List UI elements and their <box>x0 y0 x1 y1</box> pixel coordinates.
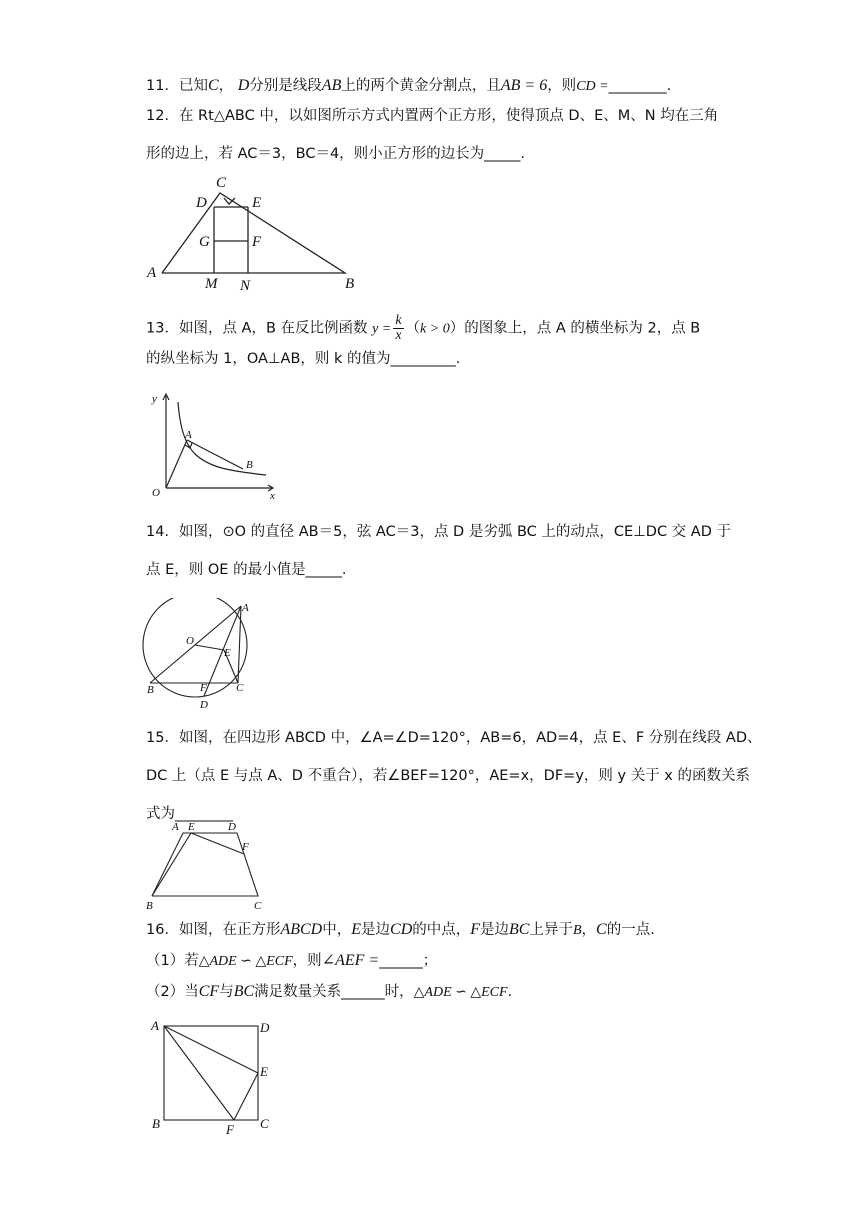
label-C: C <box>254 900 262 912</box>
label-C: C <box>260 1116 269 1131</box>
label-B: B <box>246 459 253 471</box>
label-A: A <box>242 602 249 614</box>
label-C: C <box>236 682 244 694</box>
question-16 <box>146 920 726 1003</box>
label-B: B <box>146 900 153 912</box>
label-D: D <box>200 699 208 711</box>
label-D: D <box>196 195 207 211</box>
label-O: O <box>152 487 160 499</box>
label-A: A <box>172 821 179 833</box>
label-B: B <box>147 684 154 696</box>
label-E: E <box>260 1064 268 1079</box>
question-15: 15．如图，在四边形 ABCD 中，∠A=∠D=120°，AB=6，AD=4，点 E、F 分别在线段 AD、 DC 上（点 E 与点 A、D 不重合），若∠BEF=120°，AE=x，DF=y，则 y 关于 x 的函数关系 式为________ <box>146 730 762 822</box>
answer-blank[interactable]: ________ <box>608 78 667 94</box>
label-E: E <box>188 821 195 833</box>
question-14: 14．如图，⊙O 的直径 AB＝5，弦 AC＝3，点 D 是劣弧 BC 上的动点，CE⊥DC 交 AD 于 点 E，则 OE 的最小值是_____. <box>146 524 731 578</box>
fraction-k-over-x: $\frac{k}{x}$ <box>395 313 402 343</box>
label-D: D <box>228 821 236 833</box>
question-12: 12．在 Rt△ABC 中，以如图所示方式内置两个正方形，使得顶点 D、E、M、N 均在三角 形的边上，若 AC＝3，BC＝4，则小正方形的边长为_____. <box>146 108 719 162</box>
figure-14-circle <box>138 598 268 712</box>
label-B: B <box>345 276 355 292</box>
label-F: F <box>200 682 207 694</box>
label-E: E <box>224 647 231 659</box>
label-C: C <box>216 175 227 191</box>
label-E: E <box>252 195 262 211</box>
answer-blank[interactable]: ______ <box>379 953 423 969</box>
figure-16-square <box>146 1012 280 1138</box>
question-16-part-2: （2）当CF与BC满足数量关系______时，△ADE ∽ △ECF. <box>146 983 513 1000</box>
question-16-stem: 16．如图，在正方形ABCD中，E是边CD的中点，F是边BC上异于B，C的一点. <box>146 921 655 938</box>
figure-15-quadrilateral <box>140 816 270 912</box>
label-N: N <box>240 278 251 294</box>
label-F: F <box>242 841 249 853</box>
label-F: F <box>226 1122 234 1137</box>
label-D: D <box>260 1020 270 1035</box>
figure-13-hyperbola <box>140 388 290 504</box>
answer-blank[interactable]: ______ <box>341 984 385 1000</box>
question-13: 13．如图，点 A，B 在反比例函数 y = $\frac{k}{x}$ （k > 0）的图象上，点 A 的横坐标为 2，点 B 的纵坐标为 1，OA⊥AB，则 k 的值为_________. <box>146 313 701 367</box>
label-G: G <box>199 234 210 250</box>
label-A: A <box>147 265 157 281</box>
label-A: A <box>185 429 192 441</box>
label-x: x <box>270 490 275 502</box>
figure-12-triangle <box>140 170 370 295</box>
question-11: 11．已知C， D分别是线段AB上的两个黄金分割点，且AB = 6，则CD =________. <box>146 77 672 94</box>
label-B: B <box>152 1116 160 1131</box>
label-F: F <box>252 234 262 250</box>
label-y: y <box>152 393 157 405</box>
label-O: O <box>186 635 194 647</box>
question-16-part-1: （1）若△ADE ∽ △ECF，则∠AEF =______； <box>146 952 438 969</box>
label-M: M <box>205 276 218 292</box>
label-A: A <box>151 1018 159 1033</box>
